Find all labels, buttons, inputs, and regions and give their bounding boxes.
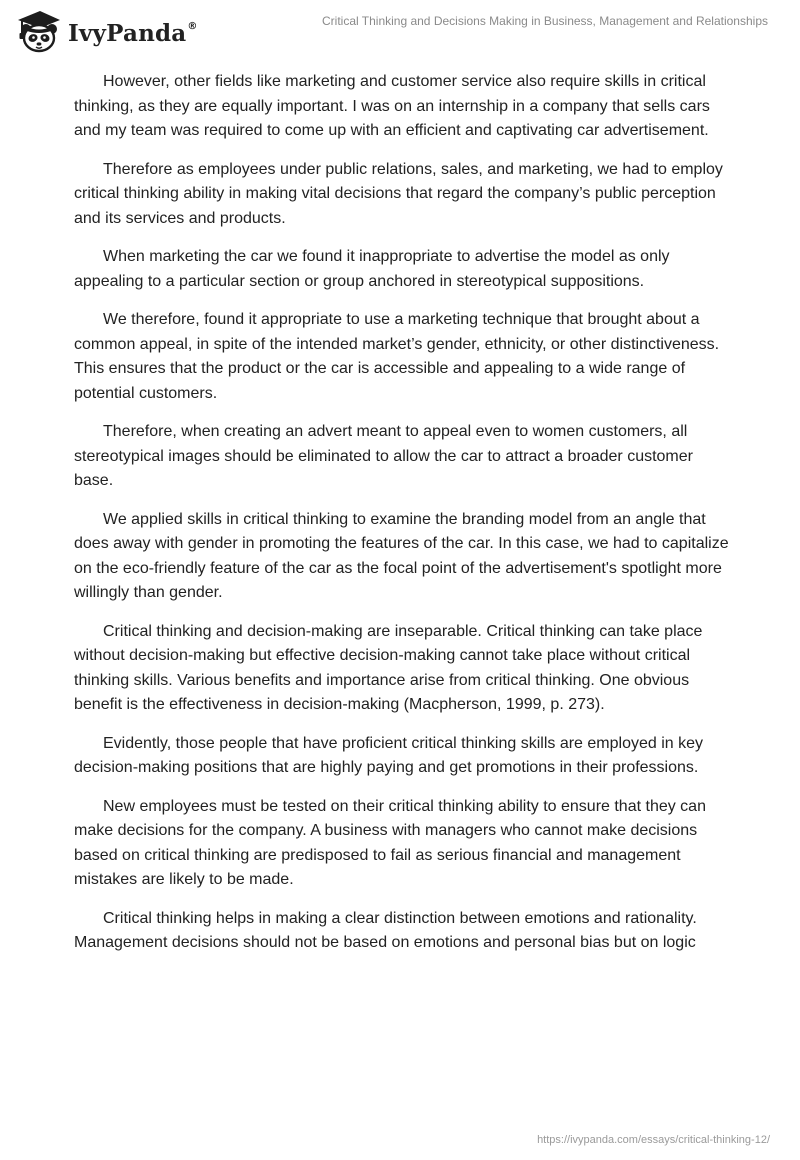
- paragraph: We applied skills in critical thinking to examine the branding model from an angle that does away with gender in promoting the features of the car. In this case, we had to capitalize on the eco-friendly feature of the car as the focal point of the advertisement's spotlight more willingly than gender.: [74, 510, 729, 601]
- paragraph: Critical thinking helps in making a clear distinction between emotions and rationality. Management decisions should not be based on emotions and personal bias but on logic: [74, 909, 697, 951]
- source-url[interactable]: https://ivypanda.com/essays/critical-thinking-12/: [537, 1134, 770, 1146]
- paragraph: New employees must be tested on their critical thinking ability to ensure that they can make decisions for the company. A business with managers who cannot make decisions based on critical thinking are predisposed to fail as serious financial and management mistakes are likely to be made.: [74, 797, 706, 888]
- ivypanda-logo[interactable]: [14, 10, 198, 54]
- paragraph: We therefore, found it appropriate to use a marketing technique that brought about a common appeal, in spite of the intended market’s gender, ethnicity, or other distinctiveness. This ensures that the product or the car is accessible and appealing to a wide range of potential customers.: [74, 311, 720, 402]
- document-title: Critical Thinking and Decisions Making in Business, Management and Relationships: [321, 14, 768, 28]
- paragraph: Therefore, when creating an advert meant to appeal even to women customers, all stereotypical images should be eliminated to allow the car to attract a broader customer base.: [74, 423, 693, 489]
- paragraph: However, other fields like marketing and customer service also require skills in critical thinking, as they are equally important. I was on an internship in a company that sells cars and my team was required to come up with an efficient and captivating car advertisement.: [74, 73, 710, 139]
- registered-mark: ®: [187, 20, 198, 32]
- page-header: [0, 0, 800, 60]
- paragraph: Critical thinking and decision-making are inseparable. Critical thinking can take place without decision-making but effective decision-making cannot take place without critical thinking skills. Various benefits and importance arise from critical thinking. One obvious benefit is the effectiveness in decision-making (Macpherson, 1999, p. 273).: [74, 622, 703, 713]
- paragraph: Evidently, those people that have proficient critical thinking skills are employed in key decision-making positions that are highly paying and get promotions in their professions.: [74, 734, 704, 776]
- brand-name: IvyPanda®: [68, 19, 198, 47]
- paragraph: Therefore as employees under public relations, sales, and marketing, we had to employ critical thinking ability in making vital decisions that regard the company’s public perception and its services and products.: [74, 160, 723, 227]
- panda-graduate-icon: [14, 10, 62, 54]
- essay-body: [74, 70, 734, 970]
- paragraph: When marketing the car we found it inappropriate to advertise the model as only appealing to a particular section or group anchored in stereotypical suppositions.: [74, 248, 670, 290]
